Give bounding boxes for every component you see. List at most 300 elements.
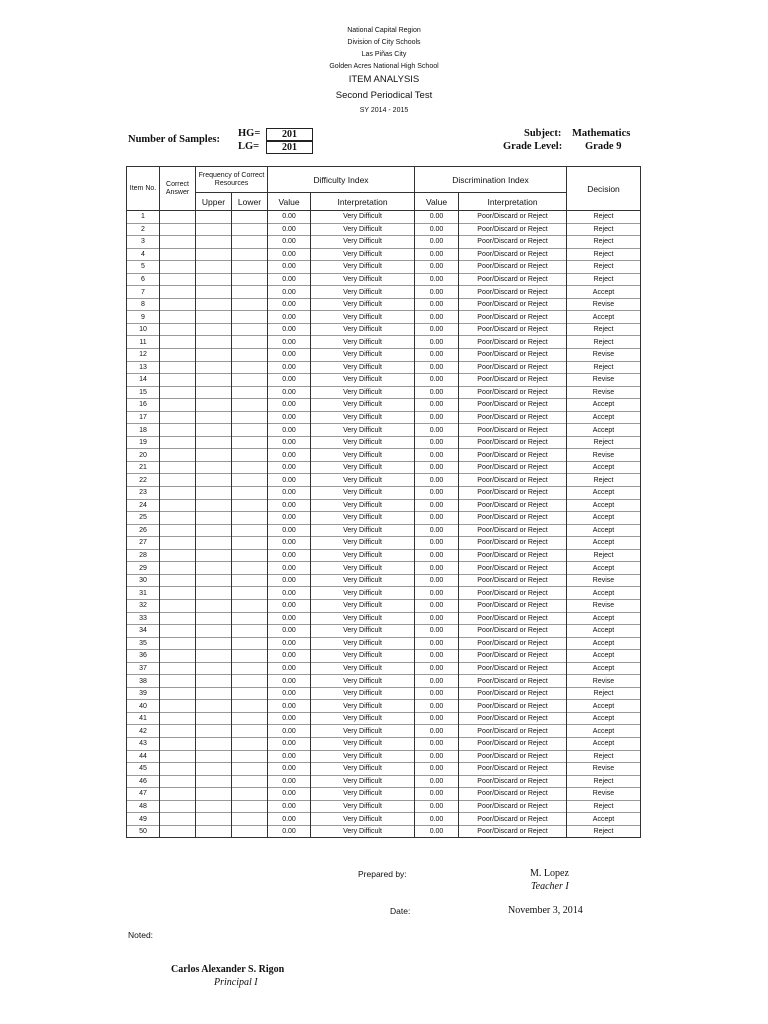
difficulty-value-cell: 0.00 [268,800,311,813]
upper-cell [196,461,232,474]
lower-cell [232,261,268,274]
item-no-cell: 25 [127,512,160,525]
decision-cell: Accept [567,399,641,412]
table-row [127,687,641,700]
discrimination-interpretation-cell: Poor/Discard or Reject [459,587,567,600]
lower-cell [232,449,268,462]
upper-cell [196,361,232,374]
difficulty-value-cell: 0.00 [268,825,311,838]
lower-cell [232,650,268,663]
table-row [127,311,641,324]
correct-answer-cell [160,512,196,525]
difficulty-value-cell: 0.00 [268,687,311,700]
school-text: Golden Acres National High School [329,63,439,70]
table-row [127,788,641,801]
item-no-cell: 43 [127,737,160,750]
decision-cell: Accept [567,411,641,424]
discrimination-value-cell: 0.00 [415,499,459,512]
discrimination-interpretation-cell: Poor/Discard or Reject [459,637,567,650]
preparer-title: Teacher I [531,881,569,892]
difficulty-interpretation-cell: Very Difficult [311,599,415,612]
date-label: Date: [390,906,411,916]
correct-answer-cell [160,788,196,801]
difficulty-interpretation-cell: Very Difficult [311,361,415,374]
difficulty-value-cell: 0.00 [268,813,311,826]
decision-cell: Accept [567,712,641,725]
difficulty-interpretation-cell: Very Difficult [311,574,415,587]
discrimination-interpretation-cell: Poor/Discard or Reject [459,700,567,713]
correct-answer-cell [160,474,196,487]
discrimination-value-cell: 0.00 [415,687,459,700]
decision-cell: Reject [567,474,641,487]
upper-cell [196,650,232,663]
upper-cell [196,675,232,688]
difficulty-interpretation-cell: Very Difficult [311,449,415,462]
table-row [127,323,641,336]
discrimination-value-cell: 0.00 [415,374,459,387]
item-no-cell: 10 [127,323,160,336]
discrimination-value-cell: 0.00 [415,461,459,474]
lower-cell [232,286,268,299]
discrimination-interpretation-cell: Poor/Discard or Reject [459,286,567,299]
lower-cell [232,537,268,550]
correct-answer-cell [160,424,196,437]
decision-cell: Revise [567,386,641,399]
table-row [127,223,641,236]
item-no-cell: 40 [127,700,160,713]
lower-cell [232,499,268,512]
discrimination-value-cell: 0.00 [415,512,459,525]
decision-cell: Revise [567,374,641,387]
upper-cell [196,436,232,449]
discrimination-interpretation-cell: Poor/Discard or Reject [459,236,567,249]
discrimination-interpretation-cell: Poor/Discard or Reject [459,374,567,387]
difficulty-index-header: Difficulty Index [268,167,415,193]
discrimination-interpretation-cell: Poor/Discard or Reject [459,512,567,525]
lower-cell [232,399,268,412]
lower-cell [232,512,268,525]
correct-answer-cell [160,737,196,750]
difficulty-value-cell: 0.00 [268,236,311,249]
discrimination-value-cell: 0.00 [415,248,459,261]
discrimination-interpretation-cell: Poor/Discard or Reject [459,211,567,224]
table-row [127,512,641,525]
table-row [127,361,641,374]
table-row [127,612,641,625]
discrimination-interpretation-cell: Poor/Discard or Reject [459,825,567,838]
subject-label: Subject: [524,128,562,139]
item-no-cell: 5 [127,261,160,274]
table-row [127,775,641,788]
discrimination-value-cell: 0.00 [415,236,459,249]
upper-cell [196,737,232,750]
discrimination-interpretation-cell: Poor/Discard or Reject [459,499,567,512]
region-text: National Capital Region [347,27,421,34]
discrimination-interpretation-cell: Poor/Discard or Reject [459,813,567,826]
lg-value: 201 [266,141,313,154]
decision-cell: Revise [567,675,641,688]
table-row [127,637,641,650]
correct-answer-cell [160,261,196,274]
lower-cell [232,223,268,236]
item-no-cell: 31 [127,587,160,600]
difficulty-value-cell: 0.00 [268,211,311,224]
difficulty-interpretation-cell: Very Difficult [311,487,415,500]
discrimination-value-cell: 0.00 [415,436,459,449]
upper-cell [196,712,232,725]
lower-cell [232,311,268,324]
discrimination-interpretation-cell: Poor/Discard or Reject [459,487,567,500]
discrimination-interpretation-cell: Poor/Discard or Reject [459,788,567,801]
item-no-cell: 34 [127,625,160,638]
difficulty-interpretation-cell: Very Difficult [311,788,415,801]
correct-answer-cell [160,298,196,311]
discrimination-interpretation-cell: Poor/Discard or Reject [459,687,567,700]
difficulty-value-cell: 0.00 [268,436,311,449]
discrimination-value-cell: 0.00 [415,361,459,374]
difficulty-interpretation-header: Interpretation [311,193,415,211]
lower-cell [232,700,268,713]
difficulty-interpretation-cell: Very Difficult [311,248,415,261]
decision-cell: Reject [567,336,641,349]
upper-cell [196,298,232,311]
discrimination-interpretation-cell: Poor/Discard or Reject [459,549,567,562]
discrimination-value-cell: 0.00 [415,487,459,500]
correct-answer-cell [160,361,196,374]
grade-value: Grade 9 [585,141,622,152]
lower-cell [232,236,268,249]
upper-cell [196,587,232,600]
difficulty-interpretation-cell: Very Difficult [311,273,415,286]
discrimination-interpretation-cell: Poor/Discard or Reject [459,323,567,336]
decision-cell: Revise [567,349,641,362]
upper-cell [196,562,232,575]
discrimination-value-cell: 0.00 [415,211,459,224]
correct-answer-cell [160,549,196,562]
difficulty-interpretation-cell: Very Difficult [311,750,415,763]
correct-answer-cell [160,248,196,261]
upper-cell [196,248,232,261]
difficulty-value-cell: 0.00 [268,487,311,500]
upper-cell [196,273,232,286]
preparer-name: M. Lopez [530,868,569,879]
correct-answer-cell [160,411,196,424]
frequency-header: Frequency of Correct Resources [196,167,268,193]
item-no-cell: 37 [127,662,160,675]
discrimination-value-cell: 0.00 [415,612,459,625]
decision-cell: Accept [567,625,641,638]
table-row [127,524,641,537]
upper-header: Upper [196,193,232,211]
upper-cell [196,813,232,826]
lower-cell [232,374,268,387]
lower-cell [232,574,268,587]
item-no-cell: 50 [127,825,160,838]
decision-cell: Reject [567,361,641,374]
table-row [127,725,641,738]
discrimination-interpretation-cell: Poor/Discard or Reject [459,474,567,487]
discrimination-value-cell: 0.00 [415,349,459,362]
table-row [127,286,641,299]
difficulty-value-cell: 0.00 [268,775,311,788]
difficulty-interpretation-cell: Very Difficult [311,775,415,788]
upper-cell [196,349,232,362]
difficulty-value-cell: 0.00 [268,537,311,550]
difficulty-value-cell: 0.00 [268,411,311,424]
item-no-cell: 42 [127,725,160,738]
upper-cell [196,612,232,625]
item-no-cell: 23 [127,487,160,500]
discrimination-interpretation-cell: Poor/Discard or Reject [459,725,567,738]
difficulty-interpretation-cell: Very Difficult [311,537,415,550]
samples-label: Number of Samples: [128,134,220,145]
difficulty-value-cell: 0.00 [268,599,311,612]
correct-answer-cell [160,662,196,675]
table-row [127,737,641,750]
discrimination-value-cell: 0.00 [415,336,459,349]
upper-cell [196,223,232,236]
lower-cell [232,386,268,399]
difficulty-value-cell: 0.00 [268,549,311,562]
discrimination-interpretation-cell: Poor/Discard or Reject [459,775,567,788]
item-no-cell: 1 [127,211,160,224]
discrimination-value-cell: 0.00 [415,537,459,550]
difficulty-interpretation-cell: Very Difficult [311,650,415,663]
discrimination-value-cell: 0.00 [415,675,459,688]
discrimination-value-cell: 0.00 [415,449,459,462]
lower-cell [232,436,268,449]
lower-cell [232,675,268,688]
discrimination-interpretation-cell: Poor/Discard or Reject [459,662,567,675]
discrimination-value-cell: 0.00 [415,399,459,412]
decision-cell: Reject [567,750,641,763]
difficulty-value-cell: 0.00 [268,737,311,750]
discrimination-interpretation-cell: Poor/Discard or Reject [459,424,567,437]
difficulty-interpretation-cell: Very Difficult [311,286,415,299]
discrimination-value-cell: 0.00 [415,737,459,750]
lower-cell [232,587,268,600]
table-row [127,436,641,449]
upper-cell [196,386,232,399]
table-row [127,700,641,713]
discrimination-value-cell: 0.00 [415,662,459,675]
table-row [127,248,641,261]
difficulty-value-cell: 0.00 [268,286,311,299]
decision-cell: Reject [567,261,641,274]
discrimination-value-cell: 0.00 [415,712,459,725]
upper-cell [196,399,232,412]
difficulty-value-cell: 0.00 [268,323,311,336]
discrimination-value-cell: 0.00 [415,825,459,838]
table-row [127,449,641,462]
table-row [127,411,641,424]
difficulty-value-cell: 0.00 [268,512,311,525]
discrimination-value-cell: 0.00 [415,625,459,638]
upper-cell [196,788,232,801]
discrimination-interpretation-cell: Poor/Discard or Reject [459,261,567,274]
table-row [127,549,641,562]
item-no-cell: 15 [127,386,160,399]
correct-answer-cell [160,461,196,474]
difficulty-value-cell: 0.00 [268,298,311,311]
discrimination-value-cell: 0.00 [415,637,459,650]
difficulty-interpretation-cell: Very Difficult [311,474,415,487]
difficulty-value-cell: 0.00 [268,662,311,675]
decision-cell: Accept [567,725,641,738]
hg-label: HG= [238,128,261,139]
decision-cell: Accept [567,311,641,324]
upper-cell [196,449,232,462]
correct-answer-cell [160,650,196,663]
table-row [127,211,641,224]
decision-cell: Accept [567,499,641,512]
lower-cell [232,599,268,612]
lower-cell [232,625,268,638]
discrimination-interpretation-cell: Poor/Discard or Reject [459,712,567,725]
difficulty-interpretation-cell: Very Difficult [311,625,415,638]
table-row [127,236,641,249]
lower-cell [232,349,268,362]
item-no-cell: 21 [127,461,160,474]
correct-answer-cell [160,236,196,249]
item-analysis-table [126,166,641,838]
decision-cell: Reject [567,248,641,261]
correct-answer-cell [160,712,196,725]
discrimination-value-cell: 0.00 [415,800,459,813]
upper-cell [196,800,232,813]
difficulty-interpretation-cell: Very Difficult [311,261,415,274]
table-row [127,374,641,387]
difficulty-interpretation-cell: Very Difficult [311,323,415,336]
item-no-cell: 29 [127,562,160,575]
difficulty-value-cell: 0.00 [268,750,311,763]
difficulty-interpretation-cell: Very Difficult [311,311,415,324]
difficulty-interpretation-cell: Very Difficult [311,675,415,688]
correct-answer-cell [160,675,196,688]
lower-header: Lower [232,193,268,211]
item-no-cell: 35 [127,637,160,650]
decision-cell: Accept [567,512,641,525]
upper-cell [196,625,232,638]
upper-cell [196,323,232,336]
division-text: Division of City Schools [347,39,421,46]
difficulty-interpretation-cell: Very Difficult [311,813,415,826]
lower-cell [232,298,268,311]
table-row [127,650,641,663]
discrimination-interpretation-cell: Poor/Discard or Reject [459,650,567,663]
correct-answer-cell [160,725,196,738]
discrimination-value-cell: 0.00 [415,411,459,424]
lower-cell [232,211,268,224]
difficulty-value-cell: 0.00 [268,650,311,663]
upper-cell [196,750,232,763]
discrimination-value-cell: 0.00 [415,574,459,587]
difficulty-value-cell: 0.00 [268,311,311,324]
correct-answer-cell [160,374,196,387]
table-row [127,587,641,600]
decision-cell: Reject [567,236,641,249]
decision-cell: Revise [567,788,641,801]
decision-cell: Revise [567,599,641,612]
item-no-cell: 47 [127,788,160,801]
discrimination-interpretation-cell: Poor/Discard or Reject [459,223,567,236]
item-no-cell: 26 [127,524,160,537]
discrimination-value-cell: 0.00 [415,223,459,236]
lower-cell [232,562,268,575]
table-row [127,750,641,763]
difficulty-value-cell: 0.00 [268,562,311,575]
discrimination-value-cell: 0.00 [415,474,459,487]
discrimination-interpretation-cell: Poor/Discard or Reject [459,800,567,813]
discrimination-value-cell: 0.00 [415,524,459,537]
difficulty-value-cell: 0.00 [268,725,311,738]
correct-answer-cell [160,311,196,324]
table-row [127,487,641,500]
difficulty-value-cell: 0.00 [268,524,311,537]
item-no-cell: 45 [127,763,160,776]
table-row [127,813,641,826]
discrimination-interpretation-cell: Poor/Discard or Reject [459,386,567,399]
difficulty-value-cell: 0.00 [268,499,311,512]
item-no-cell: 13 [127,361,160,374]
table-row [127,763,641,776]
lower-cell [232,725,268,738]
upper-cell [196,763,232,776]
discrimination-interpretation-cell: Poor/Discard or Reject [459,612,567,625]
correct-answer-header: Correct Answer [160,167,196,211]
decision-cell: Accept [567,587,641,600]
item-no-cell: 33 [127,612,160,625]
table-row [127,662,641,675]
correct-answer-cell [160,612,196,625]
item-no-cell: 18 [127,424,160,437]
discrimination-interpretation-cell: Poor/Discard or Reject [459,750,567,763]
decision-cell: Reject [567,436,641,449]
difficulty-value-cell: 0.00 [268,361,311,374]
difficulty-value-cell: 0.00 [268,587,311,600]
correct-answer-cell [160,386,196,399]
correct-answer-cell [160,273,196,286]
item-no-cell: 20 [127,449,160,462]
upper-cell [196,775,232,788]
lower-cell [232,474,268,487]
item-no-cell: 19 [127,436,160,449]
item-no-cell: 36 [127,650,160,663]
discrimination-value-cell: 0.00 [415,261,459,274]
upper-cell [196,512,232,525]
table-row [127,562,641,575]
discrimination-value-cell: 0.00 [415,750,459,763]
discrimination-value-cell: 0.00 [415,273,459,286]
correct-answer-cell [160,499,196,512]
hg-value: 201 [266,128,313,141]
item-no-cell: 17 [127,411,160,424]
date-value: November 3, 2014 [508,905,583,916]
lower-cell [232,763,268,776]
table-row [127,599,641,612]
upper-cell [196,662,232,675]
test-name: Second Periodical Test [335,90,433,101]
discrimination-value-cell: 0.00 [415,700,459,713]
correct-answer-cell [160,562,196,575]
discrimination-interpretation-cell: Poor/Discard or Reject [459,361,567,374]
difficulty-interpretation-cell: Very Difficult [311,725,415,738]
difficulty-interpretation-cell: Very Difficult [311,424,415,437]
decision-cell: Accept [567,286,641,299]
difficulty-value-cell: 0.00 [268,675,311,688]
item-no-cell: 6 [127,273,160,286]
lower-cell [232,813,268,826]
